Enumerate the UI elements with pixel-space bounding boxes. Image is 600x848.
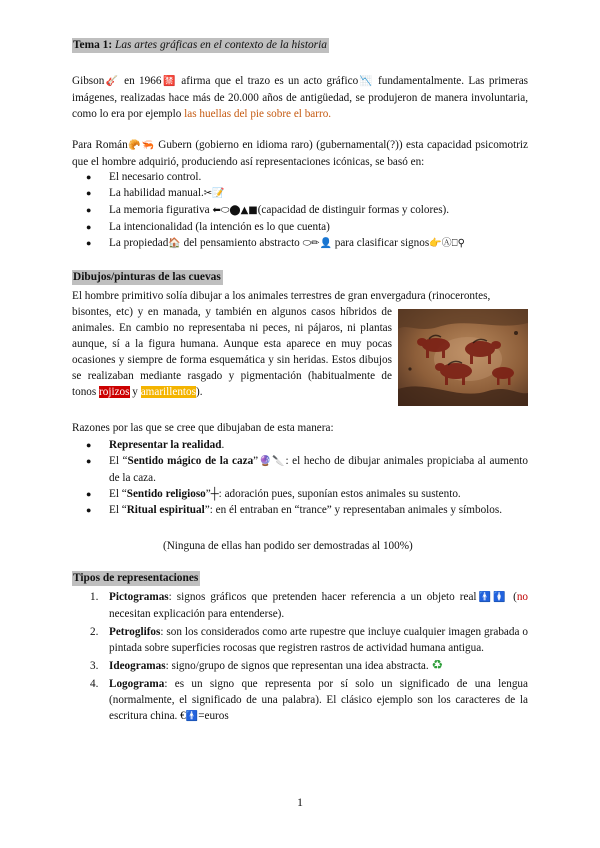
cross-icon: ┼ (210, 488, 219, 500)
section-header-dibujos (72, 270, 223, 285)
no-red-text: no (516, 591, 528, 603)
item-bold: Petroglifos (109, 626, 161, 638)
restroom-signs-icon: 🚹🚺 (476, 592, 509, 603)
mens-room-icon: 🚹 (185, 711, 199, 722)
section-header-tema (72, 38, 329, 53)
item-bold: Sentido religioso (126, 488, 206, 500)
item-text: necesitan explicación para entenderse). (109, 608, 285, 620)
item-number: 2. (90, 626, 99, 638)
item-text: La propiedad (109, 237, 169, 249)
dibujos-text: y (129, 386, 141, 398)
section-header-tipos (72, 571, 200, 586)
page-number: 1 (297, 795, 303, 809)
intro-text: fundamentalmente. Las primeras imágenes, realizadas hace más de 20.000 años de antigüedad, se produjeron de manera involuntaria, como lo era por ejemplo (72, 75, 529, 120)
item-bold: Sentido mágico de la caza (127, 455, 254, 467)
roman-text: Gubern (gobierno en idioma raro) (gubernamental(?)) esta capacidad psicomotriz que el hombre adquirió, produciendo así representaciones icónicas, se basó en: (72, 139, 528, 168)
razones-note (163, 538, 543, 554)
thought-pencil-person-icon: ⬭✏👤 (302, 238, 332, 249)
pointing-symbols-icon: 👉Ⓐ⎕⚲ (429, 238, 465, 249)
list-item (72, 502, 528, 518)
croissant-shrimp-icon: 🥐🦐 (127, 140, 155, 151)
guitar-icon: 🎸 (104, 76, 120, 87)
section-title: Tipos de representaciones (73, 572, 199, 584)
recycle-icon: ♻ (431, 658, 444, 673)
list-item (72, 169, 528, 185)
item-text: : son los considerados como arte rupestre que incluye cualquier imagen grabada o pintada sobre superficies rocosas que registren rastros de actividad humana antigua. (109, 626, 528, 654)
amarillentos-highlight: amarillentos (140, 386, 196, 398)
crystal-ball-knife-icon: 🔮🔪 (258, 456, 286, 467)
dibujos-text: bisontes, etc) y en manada, y también en algunos casos híbridos de animales. En cambio no representaba ni peces, ni pájaros, ni plantas aunque, sí a la figura humana. Aunque esta aparece en muy pocas ocasiones y siempre de forma esquemática y sin heridas. Estos dibujos se realizaban mediante rasgado y pigmentación (habitualmente de tonos (72, 306, 392, 398)
list-item (72, 486, 528, 502)
item-text: . (221, 439, 225, 451)
shapes-icon: ⬅⬭⬤▲■ (212, 205, 258, 216)
list-item (72, 185, 528, 202)
item-bold: Pictogramas (109, 591, 169, 603)
cave-painting-image (398, 309, 528, 406)
rojizos-highlight: rojizos (99, 386, 130, 398)
item-text: El “ (109, 455, 128, 467)
item-text: del pensamiento abstracto (180, 237, 303, 249)
item-text: : adoración pues, suponían estos animales su sustento. (218, 488, 461, 500)
item-text: La intencionalidad (la intención es lo que cuenta) (109, 221, 330, 233)
razones-intro (72, 420, 528, 436)
scissors-memo-icon: ✂📝 (203, 188, 225, 199)
item-text: : es un signo que representa por sí solo un significado de una lengua (normalmente, el significado de una palabra). El clásico ejemplo son los caracteres de la escritura china. (109, 678, 528, 722)
dibujos-text: ). (196, 386, 203, 398)
list-item (72, 453, 528, 486)
list-item (72, 624, 528, 656)
item-text: (capacidad de distinguir formas y colores). (257, 204, 450, 216)
item-number: 4. (90, 678, 99, 690)
intro-paragraph (72, 73, 528, 122)
dibujos-text: El hombre primitivo solía dibujar a los animales terrestres de gran envergadura (rinocerontes, (72, 290, 491, 302)
roman-paragraph (72, 137, 528, 170)
item-text: El necesario control. (109, 171, 202, 183)
list-item (72, 202, 528, 219)
list-item (72, 235, 528, 252)
item-text: ” (253, 455, 259, 467)
list-item (72, 437, 528, 453)
item-text: ” (205, 488, 211, 500)
dibujos-paragraph (72, 304, 392, 400)
item-text: ” (204, 504, 210, 516)
item-number: 3. (90, 660, 99, 672)
item-text: La habilidad manual. (109, 187, 204, 199)
razones-text: Razones por las que se cree que dibujaban de esta manera: (72, 422, 334, 434)
item-text: : en él entraban en “trance” y representaban animales y símbolos. (209, 504, 503, 516)
tipos-list (72, 589, 528, 725)
item-text: El “ (109, 488, 127, 500)
item-bold: Ritual espiritual (126, 504, 205, 516)
item-text: =euros (198, 710, 229, 722)
razones-list (72, 437, 528, 518)
tema-label: Tema 1: (73, 39, 113, 51)
list-item (72, 658, 528, 674)
list-item (72, 676, 528, 725)
item-bold: Representar la realidad (109, 439, 222, 451)
footprints-highlight: las huellas del pie sobre el barro. (184, 108, 332, 120)
chart-icon: 📉 (358, 76, 374, 87)
note-text: (Ninguna de ellas han podido ser demostradas al 100%) (163, 540, 413, 552)
dibujos-line1 (72, 288, 528, 304)
section-title: Dibujos/pinturas de las cuevas (73, 271, 221, 283)
euro-sign: € (180, 710, 186, 722)
intro-text: Gibson (72, 75, 105, 87)
list-item: 1. Pictogramas: signos gráficos que pretenden hacer referencia a un objeto real🚹🚺 (no necesitan explicación para entenderse). (90, 591, 528, 620)
item-text: : signos gráficos que pretenden hacer referencia a un objeto real (168, 591, 477, 603)
item-text: : el hecho de dibujar animales propiciaba al aumento de la caza. (109, 455, 528, 484)
item-text: La memoria figurativa (109, 204, 213, 216)
intro-text: afirma que el trazo es un acto gráfico (176, 75, 359, 87)
house-icon: 🏠 (168, 238, 181, 249)
bases-list (72, 169, 528, 252)
tema-title: Las artes gráficas en el contexto de la historia (115, 39, 327, 51)
item-text: : signo/grupo de signos que representan una idea abstracta. (165, 660, 432, 672)
roman-text: Para Román (72, 139, 128, 151)
item-text: El “ (109, 504, 127, 516)
item-bold: Ideogramas (109, 660, 166, 672)
intro-text: en 1966 (119, 75, 162, 87)
item-number: 1. (90, 591, 99, 603)
list-item (72, 219, 528, 235)
item-bold: Logograma (109, 678, 165, 690)
item-text: para clasificar signos (331, 237, 430, 249)
prohibited-sign-icon: 🈲 (161, 76, 177, 87)
